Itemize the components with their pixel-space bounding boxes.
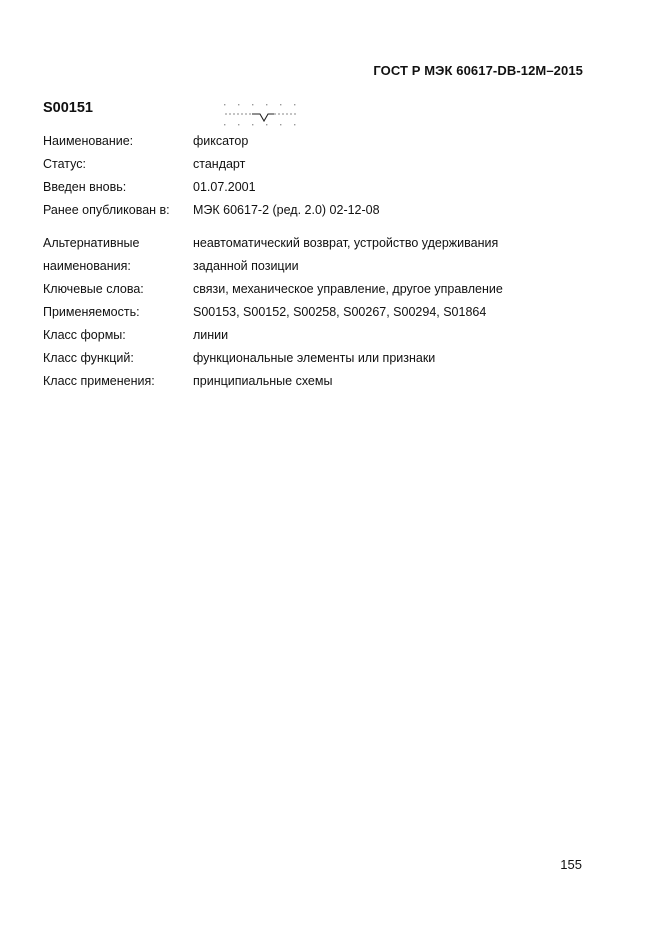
attribute-label: Наименование:	[43, 134, 134, 148]
symbol-code: S00151	[43, 100, 93, 116]
attribute-label: Класс формы:	[43, 328, 126, 342]
attribute-value: 01.07.2001	[193, 180, 256, 194]
attribute-value: связи, механическое управление, другое управление	[193, 282, 503, 296]
attribute-value: S00153, S00152, S00258, S00267, S00294, S01864	[193, 305, 487, 319]
detent-symbol-icon	[222, 101, 302, 131]
attribute-label: Класс функций:	[43, 351, 134, 365]
attribute-value: принципиальные схемы	[193, 374, 333, 388]
attribute-label: Введен вновь:	[43, 180, 127, 194]
attribute-label: Ранее опубликован в:	[43, 203, 170, 217]
attribute-value: линии	[193, 328, 229, 342]
attribute-label: Альтернативные	[43, 236, 140, 250]
attribute-label: Применяемость:	[43, 305, 140, 319]
attribute-value: стандарт	[193, 157, 246, 171]
attribute-value: функциональные элементы или признаки	[193, 351, 436, 365]
attribute-value: фиксатор	[193, 134, 249, 148]
attribute-value: заданной позиции	[193, 259, 299, 273]
attribute-label: Статус:	[43, 157, 86, 171]
standard-designation: ГОСТ Р МЭК 60617-DB-12M–2015	[373, 63, 583, 78]
attribute-label: наименования:	[43, 259, 131, 273]
attribute-label: Класс применения:	[43, 374, 155, 388]
page-number: 155	[560, 857, 582, 872]
attribute-value: неавтоматический возврат, устройство удерживания	[193, 236, 499, 250]
attribute-label: Ключевые слова:	[43, 282, 144, 296]
attribute-value: МЭК 60617-2 (ред. 2.0) 02-12-08	[193, 203, 380, 217]
